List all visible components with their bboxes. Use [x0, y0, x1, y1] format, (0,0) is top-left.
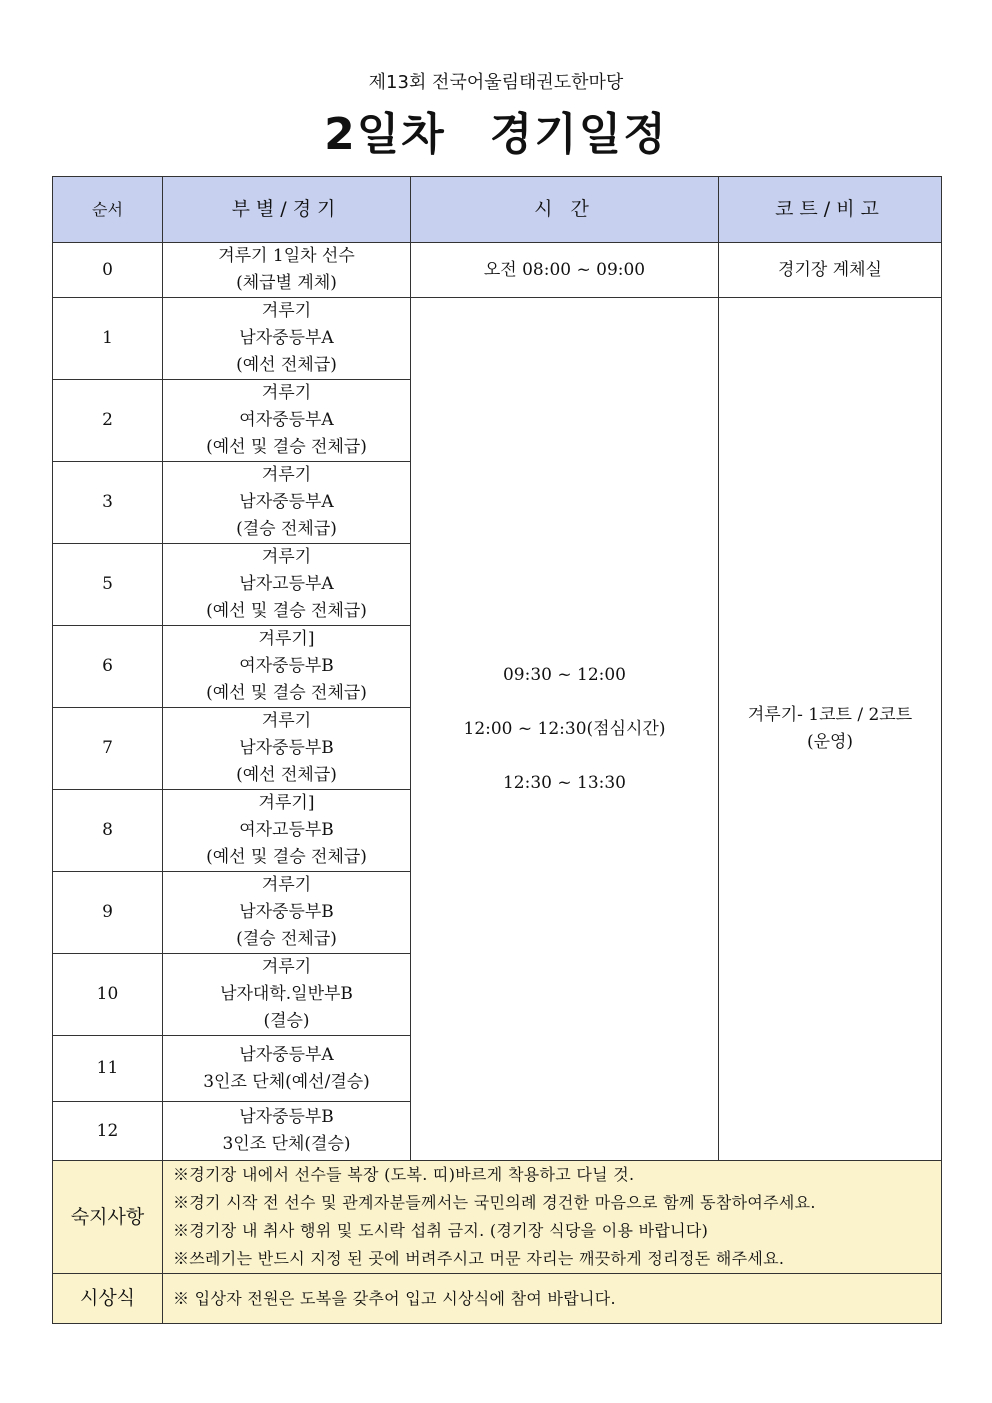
court-note: (운영) [806, 732, 854, 752]
award-text: ※ 입상자 전원은 도복을 갖추어 입고 시상식에 참여 바랍니다. [163, 1274, 942, 1324]
row-seq: 3 [53, 462, 163, 544]
table-row [53, 243, 942, 298]
event-line: (예선 및 결승 전체급) [206, 437, 367, 457]
event-line: 남자대학.일반부B [220, 984, 353, 1004]
event-line: 겨루기] [258, 629, 315, 649]
row-seq: 5 [53, 544, 163, 626]
notice-row [53, 1161, 942, 1274]
row-event [163, 243, 411, 298]
row-seq: 0 [53, 243, 163, 298]
event-line: 남자중등부A [239, 492, 334, 512]
row-time: 오전 08:00 ~ 09:00 [411, 243, 719, 298]
row-event [163, 380, 411, 462]
row-seq: 12 [53, 1102, 163, 1161]
notice-item: ※경기 시작 전 선수 및 관계자분들께서는 국민의례 경건한 마음으로 함께 동참하여주세요. [173, 1193, 816, 1212]
notice-item: ※경기장 내에서 선수들 복장 (도복. 띠)바르게 착용하고 다닐 것. [173, 1165, 635, 1184]
title-schedule: 경기일정 [489, 109, 668, 160]
row-seq: 1 [53, 298, 163, 380]
notice-item: ※경기장 내 취사 행위 및 도시락 섭취 금지. (경기장 식당을 이용 바랍니다) [173, 1221, 709, 1240]
header-time: 시 간 [411, 177, 719, 243]
header-court: 코트/비고 [719, 177, 942, 243]
event-line: 3인조 단체(예선/결승) [203, 1071, 370, 1092]
row-event [163, 954, 411, 1036]
event-line: 겨루기 [261, 957, 312, 977]
notice-label: 숙지사항 [53, 1161, 163, 1274]
notice-item: ※쓰레기는 반드시 지정 된 곳에 버려주시고 머문 자리는 깨끗하게 정리정돈 해주세요. [173, 1249, 785, 1268]
row-event [163, 626, 411, 708]
time-slot: 12:30 ~ 13:30 [502, 772, 627, 793]
event-line: 여자중등부B [239, 656, 334, 676]
event-line: 겨루기 [261, 875, 312, 895]
event-line: 남자고등부A [239, 574, 334, 594]
event-line: 겨루기] [258, 793, 315, 813]
schedule-table [52, 176, 942, 1324]
event-line: (예선 및 결승 전체급) [206, 601, 367, 621]
event-line: (예선 및 결승 전체급) [206, 683, 367, 703]
row-seq: 2 [53, 380, 163, 462]
event-subtitle: 제13회 전국어울림태권도한마당 [368, 72, 624, 93]
notice-body [163, 1161, 942, 1274]
event-line: 남자중등부B [239, 1107, 334, 1127]
row-event [163, 872, 411, 954]
row-seq: 10 [53, 954, 163, 1036]
event-line: (예선 전체급) [236, 355, 337, 375]
merged-court-cell [719, 298, 942, 1161]
row-note: 경기장 계체실 [719, 243, 942, 298]
event-line: 겨루기 1일차 선수 [218, 246, 355, 266]
event-line: 겨루기 [261, 383, 312, 403]
award-row [53, 1274, 942, 1324]
table-row [53, 298, 942, 380]
event-line: 3인조 단체(결승) [222, 1134, 351, 1154]
row-event [163, 462, 411, 544]
time-slot: 09:30 ~ 12:00 [502, 664, 627, 685]
event-line: 겨루기 [261, 547, 312, 567]
row-event [163, 708, 411, 790]
event-line: 여자중등부A [239, 410, 334, 430]
row-event [163, 544, 411, 626]
row-event [163, 298, 411, 380]
award-label: 시상식 [53, 1274, 163, 1324]
event-line: (예선 및 결승 전체급) [206, 847, 367, 867]
header-event: 부별/경기 [163, 177, 411, 243]
row-event [163, 790, 411, 872]
row-event [163, 1102, 411, 1161]
event-line: 남자중등부B [239, 902, 334, 922]
event-line: (예선 전체급) [236, 765, 337, 785]
row-seq: 11 [53, 1036, 163, 1102]
row-seq: 6 [53, 626, 163, 708]
event-line: 겨루기 [261, 465, 312, 485]
event-line: 겨루기 [261, 711, 312, 731]
merged-time-cell [411, 298, 719, 1161]
title-day: 2일차 [324, 109, 446, 160]
event-line: 여자고등부B [239, 820, 334, 840]
court-note: 겨루기- 1코트 / 2코트 [747, 705, 913, 725]
event-line: 남자중등부A [239, 328, 334, 348]
event-line: (결승 전체급) [236, 519, 337, 539]
event-line: 겨루기 [261, 301, 312, 321]
table-header-row [53, 177, 942, 243]
page-title [0, 98, 992, 162]
header-seq: 순서 [53, 177, 163, 243]
row-seq: 9 [53, 872, 163, 954]
row-event [163, 1036, 411, 1102]
event-line: 남자중등부A [239, 1044, 334, 1065]
event-line: 남자중등부B [239, 738, 334, 758]
event-line: (체급별 계체) [236, 273, 337, 293]
event-line: (결승) [263, 1011, 310, 1031]
event-line: (결승 전체급) [236, 929, 337, 949]
time-slot-lunch: 12:00 ~ 12:30(점심시간) [463, 718, 666, 739]
row-seq: 7 [53, 708, 163, 790]
row-seq: 8 [53, 790, 163, 872]
